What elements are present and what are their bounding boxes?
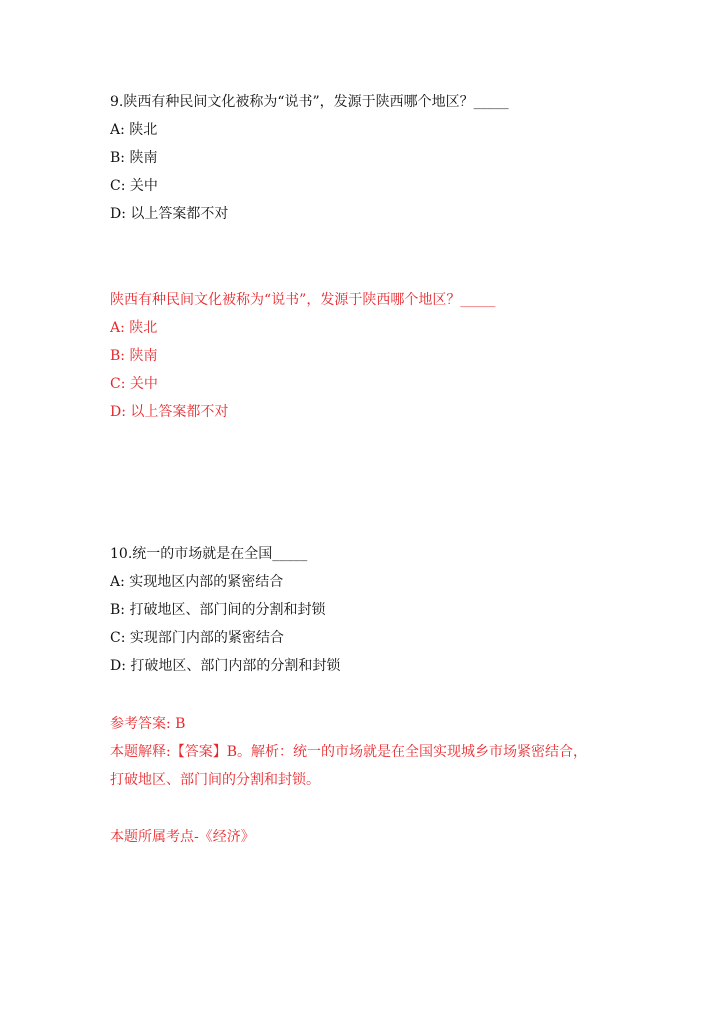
q10-reference-answer: 参考答案: B xyxy=(110,716,186,732)
q10-topic: 本题所属考点-《经济》 xyxy=(110,829,255,845)
q9-option-b: B: 陕南 xyxy=(110,150,158,166)
q10-option-b: B: 打破地区、部门间的分割和封锁 xyxy=(110,602,326,618)
q10-explanation-line1: 本题解释:【答案】B。解析：统一的市场就是在全国实现城乡市场紧密结合， xyxy=(110,744,588,760)
q9-option-d: D: 以上答案都不对 xyxy=(110,206,229,222)
q10-option-d: D: 打破地区、部门内部的分割和封锁 xyxy=(110,658,341,674)
q9-question: 9.陕西有种民间文化被称为“说书”，发源于陕西哪个地区？_____ xyxy=(110,94,509,110)
q9-option-c: C: 关中 xyxy=(110,178,158,194)
q10-option-c: C: 实现部门内部的紧密结合 xyxy=(110,630,284,646)
q10-option-a: A: 实现地区内部的紧密结合 xyxy=(110,574,284,590)
q9-red-question: 陕西有种民间文化被称为“说书”，发源于陕西哪个地区？_____ xyxy=(110,292,496,308)
q9-option-a: A: 陕北 xyxy=(110,122,158,138)
q9-red-option-b: B: 陕南 xyxy=(110,348,158,364)
q9-red-option-d: D: 以上答案都不对 xyxy=(110,404,229,420)
q10-question: 10.统一的市场就是在全国_____ xyxy=(110,546,308,562)
q9-red-option-a: A: 陕北 xyxy=(110,320,158,336)
q10-explanation-line2: 打破地区、部门间的分割和封锁。 xyxy=(110,772,320,788)
q9-red-option-c: C: 关中 xyxy=(110,376,158,392)
